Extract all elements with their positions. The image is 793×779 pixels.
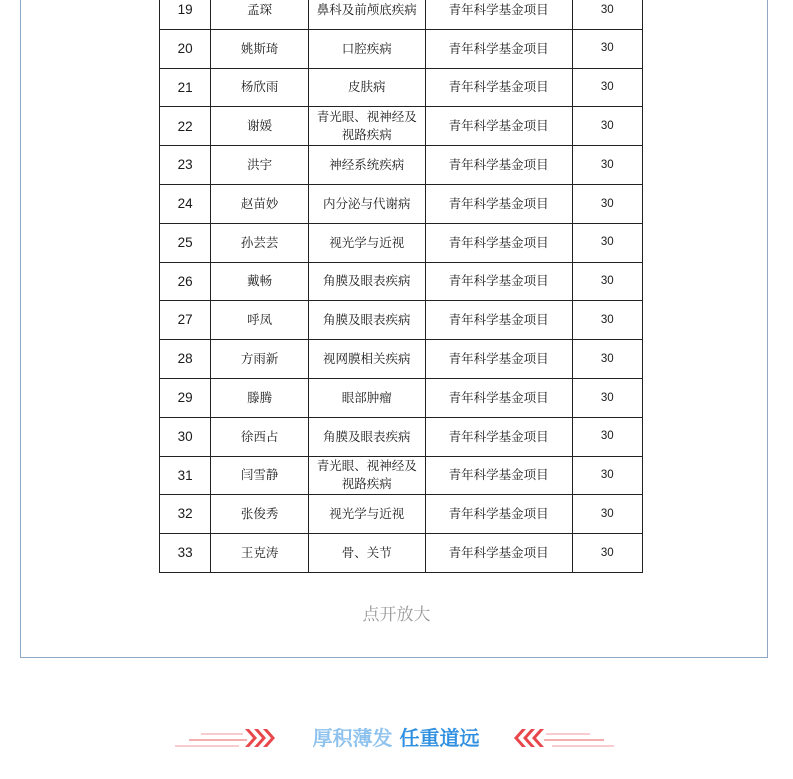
researcher-name-cell: 孟琛	[211, 0, 309, 29]
table-row	[160, 534, 643, 573]
project-type-cell: 青年科学基金项目	[425, 107, 572, 146]
row-number-cell: 27	[160, 301, 211, 340]
funding-amount-cell: 30	[572, 68, 642, 107]
researcher-name-cell: 王克涛	[211, 534, 309, 573]
table-row	[160, 301, 643, 340]
discipline-cell: 青光眼、视神经及视路疾病	[308, 107, 425, 146]
project-type-cell: 青年科学基金项目	[425, 456, 572, 495]
funding-amount-cell: 30	[572, 378, 642, 417]
row-number-cell: 22	[160, 107, 211, 146]
table-row	[160, 29, 643, 68]
table-row	[160, 417, 643, 456]
funding-amount-cell: 30	[572, 456, 642, 495]
row-number-cell: 33	[160, 534, 211, 573]
row-number-cell: 24	[160, 184, 211, 223]
funding-amount-cell: 30	[572, 301, 642, 340]
discipline-cell: 内分泌与代谢病	[308, 184, 425, 223]
researcher-name-cell: 张俊秀	[211, 495, 309, 534]
researcher-name-cell: 方雨新	[211, 340, 309, 379]
funding-amount-cell: 30	[572, 262, 642, 301]
row-number-cell: 32	[160, 495, 211, 534]
discipline-cell: 鼻科及前颅底疾病	[308, 0, 425, 29]
table-row	[160, 107, 643, 146]
project-type-cell: 青年科学基金项目	[425, 146, 572, 185]
discipline-cell: 神经系统疾病	[308, 146, 425, 185]
project-type-cell: 青年科学基金项目	[425, 68, 572, 107]
funding-amount-cell: 30	[572, 534, 642, 573]
row-number-cell: 20	[160, 29, 211, 68]
discipline-cell: 角膜及眼表疾病	[308, 301, 425, 340]
row-number-cell: 23	[160, 146, 211, 185]
slogan-part-2: 任重道远	[399, 726, 480, 750]
table-row	[160, 495, 643, 534]
row-number-cell: 19	[160, 0, 211, 29]
row-number-cell: 21	[160, 68, 211, 107]
table-row	[160, 262, 643, 301]
project-type-cell: 青年科学基金项目	[425, 223, 572, 262]
discipline-cell: 口腔疾病	[308, 29, 425, 68]
researcher-name-cell: 闫雪静	[211, 456, 309, 495]
row-number-cell: 28	[160, 340, 211, 379]
researcher-name-cell: 滕腾	[211, 378, 309, 417]
project-type-cell: 青年科学基金项目	[425, 262, 572, 301]
row-number-cell: 26	[160, 262, 211, 301]
project-type-cell: 青年科学基金项目	[425, 378, 572, 417]
funding-amount-cell: 30	[572, 146, 642, 185]
project-type-cell: 青年科学基金项目	[425, 340, 572, 379]
project-type-cell: 青年科学基金项目	[425, 495, 572, 534]
funding-amount-cell: 30	[572, 340, 642, 379]
row-number-cell: 25	[160, 223, 211, 262]
project-type-cell: 青年科学基金项目	[425, 0, 572, 29]
discipline-cell: 角膜及眼表疾病	[308, 417, 425, 456]
row-number-cell: 29	[160, 378, 211, 417]
researcher-name-cell: 戴畅	[211, 262, 309, 301]
project-type-cell: 青年科学基金项目	[425, 417, 572, 456]
researcher-name-cell: 姚斯琦	[211, 29, 309, 68]
funding-table-body	[160, 0, 643, 572]
researcher-name-cell: 孙芸芸	[211, 223, 309, 262]
row-number-cell: 31	[160, 456, 211, 495]
slogan-divider	[0, 722, 793, 754]
funding-amount-cell: 30	[572, 223, 642, 262]
discipline-cell: 眼部肿瘤	[308, 378, 425, 417]
discipline-cell: 视光学与近视	[308, 223, 425, 262]
project-type-cell: 青年科学基金项目	[425, 534, 572, 573]
table-row	[160, 340, 643, 379]
discipline-cell: 视网膜相关疾病	[308, 340, 425, 379]
double-chevron-left-icon	[510, 722, 616, 754]
enlarge-image-link[interactable]: 点开放大	[362, 605, 431, 625]
table-row	[160, 146, 643, 185]
project-type-cell: 青年科学基金项目	[425, 301, 572, 340]
discipline-cell: 骨、关节	[308, 534, 425, 573]
project-type-cell: 青年科学基金项目	[425, 29, 572, 68]
table-row	[160, 378, 643, 417]
funding-amount-cell: 30	[572, 107, 642, 146]
table-row	[160, 68, 643, 107]
researcher-name-cell: 谢媛	[211, 107, 309, 146]
discipline-cell: 皮肤病	[308, 68, 425, 107]
double-chevron-right-icon	[175, 722, 279, 754]
researcher-name-cell: 赵苗妙	[211, 184, 309, 223]
funding-amount-cell: 30	[572, 0, 642, 29]
discipline-cell: 青光眼、视神经及视路疾病	[308, 456, 425, 495]
funding-amount-cell: 30	[572, 495, 642, 534]
row-number-cell: 30	[160, 417, 211, 456]
funding-amount-cell: 30	[572, 417, 642, 456]
researcher-name-cell: 洪宇	[211, 146, 309, 185]
table-row	[160, 223, 643, 262]
slogan-part-1: 厚积薄发	[312, 726, 393, 750]
funding-amount-cell: 30	[572, 29, 642, 68]
researcher-name-cell: 杨欣雨	[211, 68, 309, 107]
discipline-cell: 角膜及眼表疾病	[308, 262, 425, 301]
discipline-cell: 视光学与近视	[308, 495, 425, 534]
table-row	[160, 456, 643, 495]
researcher-name-cell: 徐西占	[211, 417, 309, 456]
project-type-cell: 青年科学基金项目	[425, 184, 572, 223]
researcher-name-cell: 呼凤	[211, 301, 309, 340]
table-row	[160, 0, 643, 29]
funding-amount-cell: 30	[572, 184, 642, 223]
funding-table	[159, 0, 643, 573]
slogan-text	[300, 722, 492, 754]
table-row	[160, 184, 643, 223]
